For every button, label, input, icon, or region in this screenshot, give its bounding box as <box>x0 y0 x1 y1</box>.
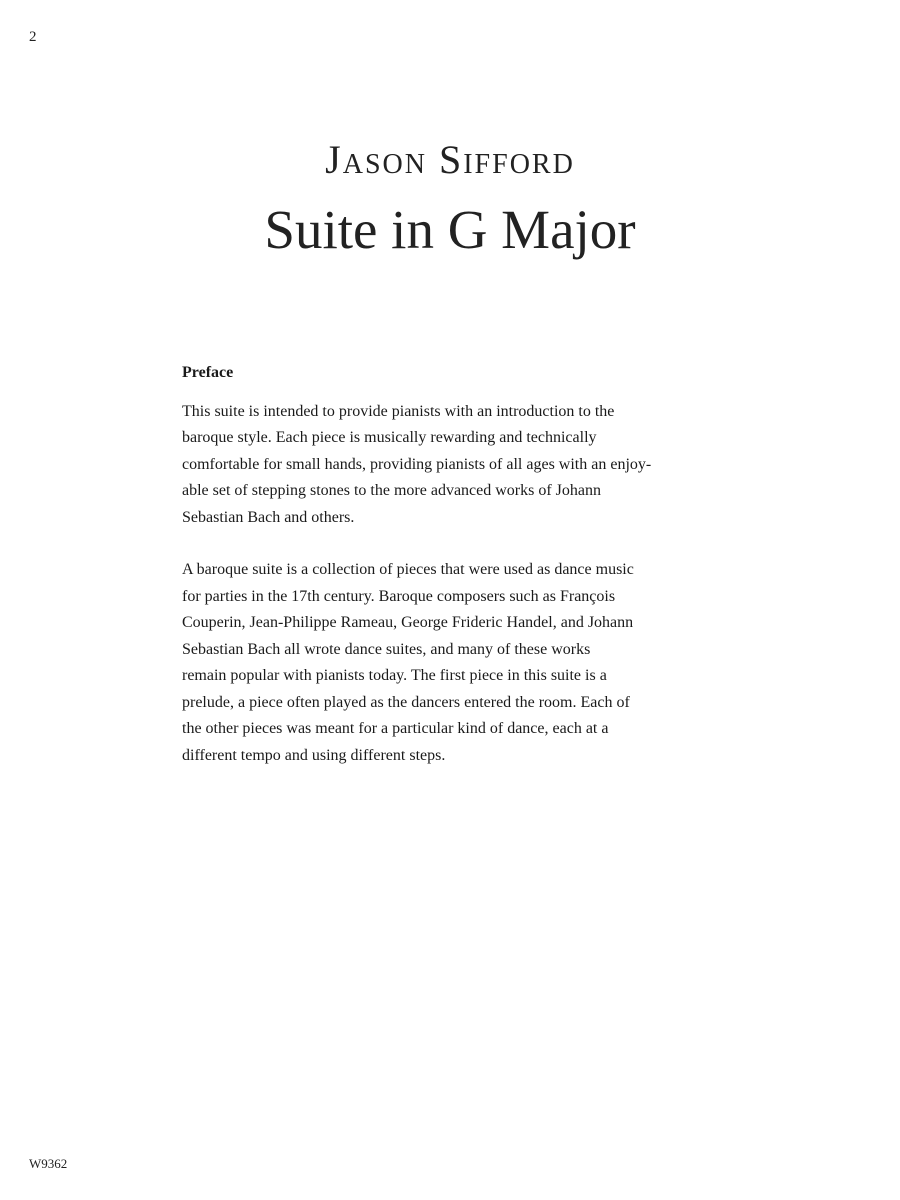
text-line: different tempo and using different steps. <box>182 746 446 764</box>
text-line: This suite is intended to provide pianists with an introduction to the <box>182 402 615 420</box>
preface-paragraph-1 <box>182 399 742 532</box>
text-line: comfortable for small hands, providing pianists of all ages with an enjoy- <box>182 455 652 473</box>
text-line: Couperin, Jean-Philippe Rameau, George Frideric Handel, and Johann <box>182 614 634 631</box>
text-line: baroque style. Each piece is musically rewarding and technically <box>182 429 597 446</box>
page-title: Suite in G Major <box>264 199 636 260</box>
text-line: for parties in the 17th century. Baroque composers such as François <box>182 587 616 605</box>
text-line: Sebastian Bach and others. <box>182 508 355 526</box>
text-line: the other pieces was meant for a particular kind of dance, each at a <box>182 720 609 737</box>
text-line: remain popular with pianists today. The first piece in this suite is a <box>182 667 607 684</box>
page-number: 2 <box>29 29 37 45</box>
catalog-number: W9362 <box>29 1156 68 1171</box>
composer-name: Jason Sifford <box>325 137 575 182</box>
text-line: able set of stepping stones to the more advanced works of Johann <box>182 482 602 499</box>
text-line: Sebastian Bach all wrote dance suites, and many of these works <box>182 640 591 658</box>
preface-heading: Preface <box>182 364 234 381</box>
preface-paragraph-2 <box>182 557 742 769</box>
preface-section <box>182 360 742 795</box>
text-line: prelude, a piece often played as the dancers entered the room. Each of <box>182 693 630 711</box>
text-line: A baroque suite is a collection of pieces that were used as dance music <box>182 561 634 578</box>
